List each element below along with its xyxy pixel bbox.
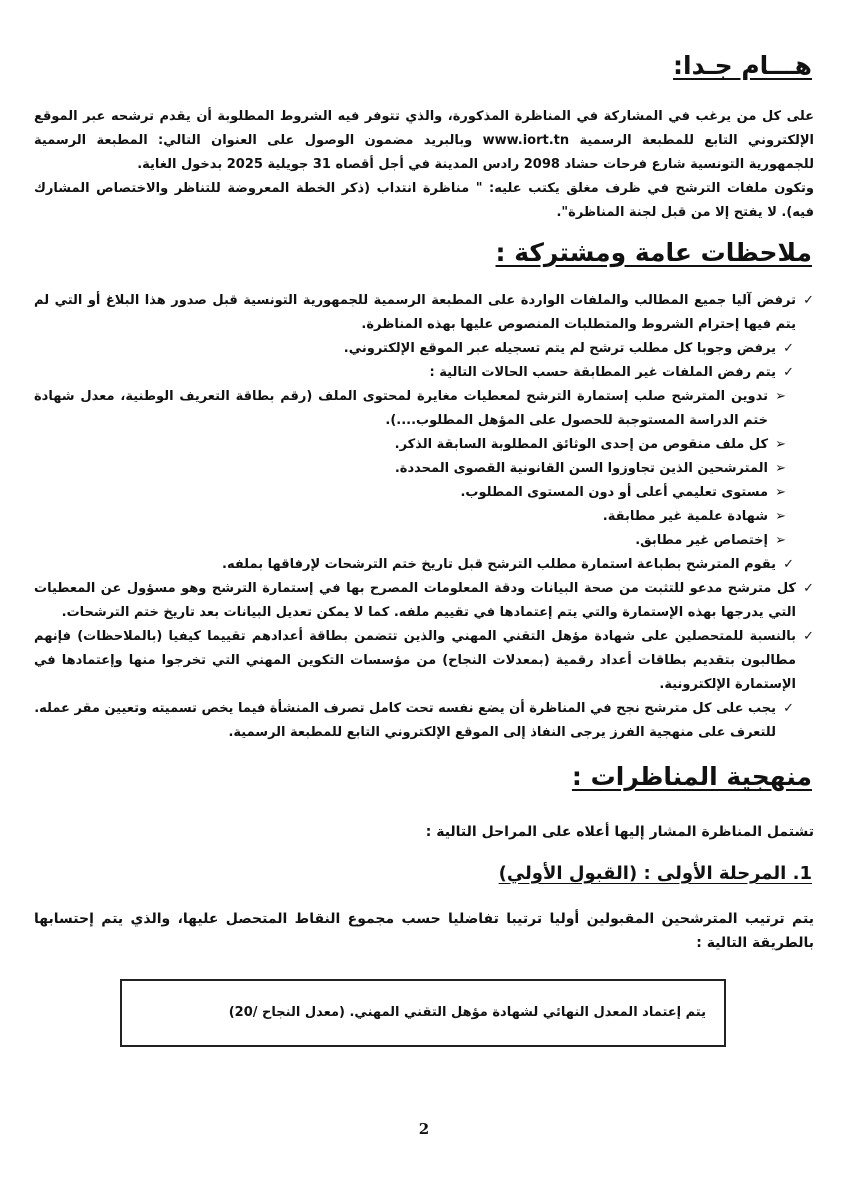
- note-text: يقوم المترشح بطباعة استمارة مطلب الترشح قبل تاريخ ختم الترشحات لإرفاقها بملفه.: [222, 557, 776, 572]
- method-lead: تشتمل المناظرة المشار إليها أعلاه على المراحل التالية :: [425, 823, 814, 840]
- note-item: [34, 289, 814, 337]
- check-icon: ✓: [803, 293, 814, 308]
- sub-text: شهادة علمية غير مطابقة.: [602, 509, 768, 524]
- envelope-paragraph: وتكون ملفات الترشح في ظرف مغلق يكتب عليه: " مناظرة انتداب (ذكر الخطة المعروضة للتناظر والاختصاص المشارك فيه). لا يفتح إلا من قبل لجنة المناظرة".: [34, 180, 814, 220]
- note-item: [34, 625, 814, 697]
- sub-item: [34, 385, 814, 433]
- sub-item: [34, 481, 814, 505]
- note-text: يجب على كل مترشح نجح في المناظرة أن يضع نفسه تحت كامل تصرف المنشأة فيما يخص تسميته وتعيين مقر عمله.: [34, 701, 776, 716]
- check-icon: ✓: [783, 341, 794, 356]
- note-text: يرفض وجوبا كل مطلب ترشح لم يتم تسجيله عبر الموقع الإلكتروني.: [343, 341, 776, 356]
- arrow-icon: ➢: [775, 509, 786, 524]
- sub-text: مستوى تعليمي أعلى أو دون المستوى المطلوب.: [460, 485, 768, 500]
- note-text: للتعرف على منهجية الفرز يرجى النفاذ إلى الموقع الإلكتروني التابع للمطبعة الرسمية.: [228, 725, 776, 740]
- note-text: كل مترشح مدعو للتثبت من صحة البيانات ودقة المعلومات المصرح بها في إستمارة الترشح وهو مسؤول عن المعطيات التي يدرجها بهذه الإستمارة والتي يتم إعتمادها في تقييم ملفه. كما لا يمكن تعديل البيانات بعد تاريخ ختم الترشحات.: [34, 581, 796, 620]
- heading-notes: ملاحظات عامة ومشتركة :: [495, 237, 812, 267]
- sub-text: كل ملف منقوص من إحدى الوثائق المطلوبة السابقة الذكر.: [394, 437, 768, 452]
- intro-paragraph: على كل من يرغب في المشاركة في المناظرة المذكورة، والذي تتوفر فيه الشروط المطلوبة أن يقدم ترشحه عبر الموقع الإلكتروني التابع للمطبعة الرسمية www.iort.tn وبالبريد مضمون الوصول على العنوان التالي: المطبعة الرسمية للجمهورية التونسية شارع فرحات حشاد 2098 رادس المدينة في أجل أقصاه 31 جويلية 2025 بدخول الغاية.: [34, 108, 815, 172]
- formula-text: يتم إعتماد المعدل النهائي لشهادة مؤهل التقني المهني. (معدل النجاح /20): [228, 1004, 706, 1020]
- note-item: [34, 337, 814, 361]
- check-icon: ✓: [803, 629, 814, 644]
- heading-stage1: 1. المرحلة الأولى : (القبول الأولي): [498, 862, 812, 884]
- arrow-icon: ➢: [775, 389, 786, 404]
- note-text: ترفض آليا جميع المطالب والملفات الواردة على المطبعة الرسمية للجمهورية التونسية قبل صدور هذا البلاغ أو التي لم يتم فيها إحترام الشروط والمتطلبات المنصوص عليها بهذه المناظرة.: [34, 293, 796, 332]
- check-icon: ✓: [783, 557, 794, 572]
- notes-list: [34, 289, 814, 745]
- arrow-icon: ➢: [775, 461, 786, 476]
- sub-text: تدوين المترشح صلب إستمارة الترشح لمعطيات مغايرة لمحتوى الملف (رقم بطاقة التعريف الوطنية، معدل شهادة ختم الدراسة المستوجبة للحصول على المؤهل المطلوب....).: [34, 389, 768, 428]
- note-item: [34, 721, 814, 745]
- page-number: 2: [418, 1120, 430, 1138]
- note-item: [34, 553, 814, 577]
- check-icon: ✓: [783, 365, 794, 380]
- sub-item: [34, 433, 814, 457]
- heading-important: هـــام جـدا:: [673, 51, 812, 80]
- note-item: [34, 361, 814, 385]
- formula-box: [120, 979, 726, 1047]
- check-icon: ✓: [803, 581, 814, 596]
- note-text: يتم رفض الملفات غير المطابقة حسب الحالات التالية :: [429, 365, 776, 380]
- arrow-icon: ➢: [775, 485, 786, 500]
- stage1-text: يتم ترتيب المترشحين المقبولين أوليا ترتيبا تفاضليا حسب مجموع النقاط المتحصل عليها، والذي يتم إحتسابها بالطريقة التالية :: [34, 910, 814, 951]
- sub-text: إختصاص غير مطابق.: [635, 533, 768, 548]
- sub-item: [34, 505, 814, 529]
- note-text: بالنسبة للمتحصلين على شهادة مؤهل التقني المهني والذين تتضمن بطاقة أعدادهم تقييما كيفيا (بالملاحظات) فإنهم مطالبون بتقديم بطاقات أعداد رقمية (بمعدلات النجاح) من مؤسسات التكوين المهني التي تخرجوا منها وإعتمادها في الإستمارة الإلكترونية.: [34, 629, 796, 692]
- sub-item: [34, 457, 814, 481]
- sub-item: [34, 529, 814, 553]
- note-item: [34, 697, 814, 721]
- check-icon: ✓: [783, 701, 794, 716]
- arrow-icon: ➢: [775, 533, 786, 548]
- heading-method: منهجية المناظرات :: [571, 762, 812, 791]
- sub-text: المترشحين الذين تجاوزوا السن القانونية القصوى المحددة.: [394, 461, 768, 476]
- arrow-icon: ➢: [775, 437, 786, 452]
- note-item: [34, 577, 814, 625]
